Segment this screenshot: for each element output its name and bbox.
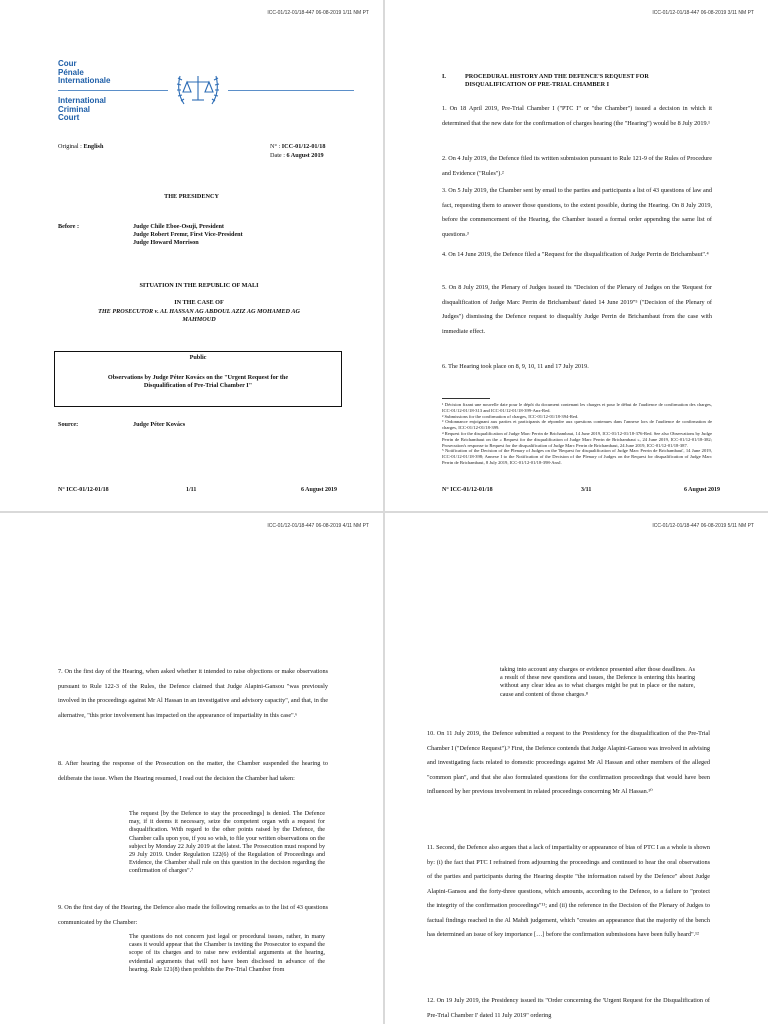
section-heading: PROCEDURAL HISTORY AND THE DEFENCE'S REQUEST FOR DISQUALIFICATION OF PRE-TRIAL CHAMBER I <box>465 73 649 89</box>
paragraph-8: 8. After hearing the response of the Prosecution on the matter, the Chamber suspended the hearing to deliberate the issue. When the Hearing resumed, I read out the decision the Chamber had taken: <box>58 760 328 782</box>
block-quote-continued: taking into account any charges or evidence presented after those deadlines. As a result of these new questions and issues, the Defence is entering this hearing without any clear idea as to what charges might be put in place or the nature, cause and content of those charges.⁸ <box>500 667 695 698</box>
chamber-title: THE PRESIDENCY <box>164 193 219 200</box>
before-label: Before : <box>58 223 80 230</box>
paragraph-11: 11. Second, the Defence also argues that a lack of impartiality or appearance of bias of PTC I as a whole is shown by: (i) the fact that PTC I refrained from adjourning the proceedings and continued to hear the oral observations of the parties and participants during the Hearing despite "the information raised by the Defence" about Judge Alapini-Gansou and the forty-three questions, which amounts, according to the Defence, to a failure to "protect the integrity of the confirmation proceedings"¹¹; and (ii) the reference in the Decision of the Plenary of Judges to factual findings reached in the Al Mahdi judgement, which "creates an appearance that the majority of the bench has determined an issue of key importance […] before the confirmation submissions have been fully heard".¹² <box>427 844 710 938</box>
case-heading: IN THE CASE OF <box>174 299 224 306</box>
paragraph-9: 9. On the first day of the Hearing, the Defence also made the following remarks as to the list of 43 questions communicated by the Chamber: <box>58 904 328 926</box>
section-number: I. <box>442 73 446 80</box>
case-name: THE PROSECUTOR v. AL HASSAN AG ABDOUL AZIZ AG MOHAMED AG MAHMOUD <box>98 308 300 324</box>
document-number: N° : ICC-01/12-01/18 <box>270 143 326 150</box>
document-page-1: ICC-01/12-01/18-447 06-08-2019 1/11 NM PT Cour Pénale Internationale International Criminal Court Original : English N° : ICC-01/12-01/18 Date : 6 August 2019 THE PRESIDENCY Before : Judge Chile Eboe-Osuji, President Judge Robert Fremr, First Vice-President Judge Howard Morrison SITUATION IN THE REPUBLIC OF MALI IN THE CASE OF THE PROSECUTOR v. AL HASSAN AG ABDOUL AZIZ AG MOHAMED AG MAHMOUD Public Observations by Judge Péter Kovács on the "Urgent Request for the Disqualification of Pre-Trial Chamber I" Source: Judge Péter Kovács N° ICC-01/12-01/18 1/11 6 August 2019 <box>0 0 383 511</box>
paragraph-6: 6. The Hearing took place on 8, 9, 10, 11 and 17 July 2019. <box>442 363 589 370</box>
logo-rule-right <box>228 90 354 91</box>
logo-rule-left <box>58 90 168 91</box>
footnotes: ¹ Décision fixant une nouvelle date pour le dépôt du document contenant les charges et pour le début de l'audience de confirmation des charges, ICC-01/12-01/18-313 and ICC-01/12-01/18-399-Anx-Red. ² Submissions for the confirmation of charges, ICC-01/12-01/18-394-Red. ³ Ordonnance enjoignant aux parties et participants de répondre aux questions contenues dans l'annexe lors de l'audience de confirmation de charges, ICC-01/12-01/18-399. ⁴ Request for the disqualification of Judge Marc Perrin de Brichambaut, 14 June 2019, ICC-01/12-01/18-376-Red. See also Observations by Judge Perrin de Brichambaut on the « Request for the disqualification of Judge Marc Perrin de Brichambaut », 24 June 2019, ICC-01/12-01/18-382; Prosecution's response to Request for the disqualification of Judge Marc Perrin de Brichambaut, 24 June 2019, ICC-01/12-01/18-387. ⁵ Notification of the Decision of the Plenary of Judges on the 'Request for disqualification of Judge Marc Perrin de Brichambaut', 14 June 2019, ICC-01/12-01/18-398; Annexe I to the Notification of the Decision of the Plenary of Judges on the Request for disqualification of Judge Marc Perrin de Brichambaut, 8 July 2019, ICC-01/12-01/18-398-AnxI. <box>442 402 712 465</box>
page-stamp: ICC-01/12-01/18-447 06-08-2019 3/11 NM PT <box>652 10 754 16</box>
source-label: Source: <box>58 421 79 428</box>
page-stamp: ICC-01/12-01/18-447 06-08-2019 1/11 NM PT <box>267 10 369 16</box>
paragraph-1: 1. On 18 April 2019, Pre-Trial Chamber I ("PTC I" or "the Chamber") issued a decision in which it determined that the new date for the confirmation of charges hearing (the "Hearing") would be 8 July 2019.¹ <box>442 105 712 127</box>
original-language: Original : English <box>58 143 104 150</box>
document-title: Observations by Judge Péter Kovács on the "Urgent Request for the Disqualification of Pre-Trial Chamber I" <box>107 374 289 390</box>
paragraph-12: 12. On 19 July 2019, the Presidency issued its "Order concerning the 'Urgent Request for the Disqualification of Pre-Trial Chamber I' dated 11 July 2019" ordering <box>427 997 710 1019</box>
icc-emblem-icon <box>172 66 224 110</box>
paragraph-5: 5. On 8 July 2019, the Plenary of Judges issued its "Decision of the Plenary of Judges on the 'Request for disqualification of Judge Marc Perrin de Brichambaut' dated 14 June 2019"⁵ ("Decision of the Plenary of Judges") dismissing the Defence request to disqualify Judge Perrin de Brichambaut from the case with immediate effect. <box>442 284 712 335</box>
logo-french-name: Cour Pénale Internationale <box>58 59 111 86</box>
paragraph-7: 7. On the first day of the Hearing, when asked whether it intended to raise objections or make observations pursuant to Rule 122-3 of the Rules, the Defence claimed that Judge Alapini-Gansou "was previously involved in the proceedings against Mr Al Hassan in an investigative and advisory capacity", and that, in the alternative, "this prior involvement has impacted on the appearance of impartiality in this case".⁶ <box>58 668 328 719</box>
classification-label: Public <box>189 354 207 361</box>
paragraph-3: 3. On 5 July 2019, the Chamber sent by email to the parties and participants a list of 43 questions of law and fact, requesting them to answer those questions, to the extent possible, during the Hearing. On 8 July 2019, before the commencement of the Hearing, the Chamber issued a formal order appending the same list of questions.³ <box>442 187 712 238</box>
judges-list: Judge Chile Eboe-Osuji, President Judge Robert Fremr, First Vice-President Judge Howard Morrison <box>133 223 243 247</box>
logo-english-name: International Criminal Court <box>58 96 107 123</box>
source-value: Judge Péter Kovács <box>133 421 186 428</box>
page-stamp: ICC-01/12-01/18-447 06-08-2019 4/11 NM PT <box>267 523 369 529</box>
paragraph-2: 2. On 4 July 2019, the Defence filed its written submission pursuant to Rule 121-9 of the Rules of Procedure and Evidence ("Rules").² <box>442 155 712 177</box>
document-page-5 <box>385 513 768 1024</box>
document-date: Date : 6 August 2019 <box>270 152 324 159</box>
document-page-4 <box>0 513 383 1024</box>
footnote-rule <box>442 398 490 399</box>
block-quote-defence: The questions do not concern just legal or procedural issues, rather, in many cases it would appear that the Chamber is inviting the Prosecutor to expand the scope of its charges and to raise new evidential arguments at the hearing, evidential arguments that will not have been disclosed in advance of the hearing. Rule 121(8) then prohibits the Pre-Trial Chamber from <box>129 934 325 973</box>
document-page-3: ICC-01/12-01/18-447 06-08-2019 3/11 NM PT I. PROCEDURAL HISTORY AND THE DEFENCE'S REQUEST FOR DISQUALIFICATION OF PRE-TRIAL CHAMBER I 1. On 18 April 2019, Pre-Trial Chamber I ("PTC I" or "the Chamber") issued a decision in which it determined that the new date for the confirmation of charges hearing (the "Hearing") would be 8 July 2019.¹ 2. On 4 July 2019, the Defence filed its written submission pursuant to Rule 121-9 of the Rules of Procedure and Evidence ("Rules").² 3. On 5 July 2019, the Chamber sent by email to the parties and participants a list of 43 questions of law and fact, requesting them to answer those questions, to the extent possible, during the Hearing. On 8 July 2019, before the commencement of the Hearing, the Chamber issued a formal order appending the same list of questions.³ 4. On 14 June 2019, the Defence filed a "Request for the disqualification of Judge Perrin de Brichambaut".⁴ 5. On 8 July 2019, the Plenary of Judges issued its "Decision of the Plenary of Judges on the 'Request for disqualification of Judge Marc Perrin de Brichambaut' dated 14 June 2019"⁵ ("Decision of the Plenary of Judges") dismissing the Defence request to disqualify Judge Perrin de Brichambaut from the case with immediate effect. 6. The Hearing took place on 8, 9, 10, 11 and 17 July 2019. ¹ Décision fixant une nouvelle date pour le dépôt du document contenant les charges et pour le début de l'audience de confirmation des charges, ICC-01/12-01/18-313 and ICC-01/12-01/18-399-Anx-Red. ² Submissions for the confirmation of charges, ICC-01/12-01/18-394-Red. ³ Ordonnance enjoignant aux parties et participants de répondre aux questions contenues dans l'annexe lors de l'audience de confirmation de charges, ICC-01/12-01/18-399. ⁴ Request for the disqualification of Judge Marc Perrin de Brichambaut, 14 June 2019, ICC-01/12-01/18-376-Red. See also Observations by Judge Perrin de Brichambaut on the « Request for the disqualification of Judge Marc Perrin de Brichambaut », 24 June 2019, ICC-01/12-01/18-382; Prosecution's response to Request for the disqualification of Judge Marc Perrin de Brichambaut, 24 June 2019, ICC-01/12-01/18-387. ⁵ Notification of the Decision of the Plenary of Judges on the 'Request for disqualification of Judge Marc Perrin de Brichambaut', 14 June 2019, ICC-01/12-01/18-398; Annexe I to the Notification of the Decision of the Plenary of Judges on the Request for disqualification of Judge Marc Perrin de Brichambaut, 8 July 2019, ICC-01/12-01/18-398-AnxI. N° ICC-01/12-01/18 3/11 6 August 2019 <box>385 0 768 511</box>
situation-title: SITUATION IN THE REPUBLIC OF MALI <box>139 282 259 289</box>
page-stamp: ICC-01/12-01/18-447 06-08-2019 5/11 NM PT <box>652 523 754 529</box>
classification-box <box>54 351 342 407</box>
block-quote-decision: The request [by the Defence to stay the proceedings] is denied. The Defence may, if it deems it necessary, seize the competent organ with a request for disqualification. With regard to the other points raised by the Defence, the Chamber calls upon you, if you so wish, to file your written observations on the subject by Monday 22 July 2019 at the latest. The Prosecution must respond by 29 July 2019. Under Regulation 122(6) of the Regulation of Proceedings and Evidence, the Chamber shall rule on this question in the decision regarding the confirmation of charges".⁷ <box>129 811 325 875</box>
paragraph-4: 4. On 14 June 2019, the Defence filed a "Request for the disqualification of Judge Perrin de Brichambaut".⁴ <box>442 251 709 258</box>
paragraph-10: 10. On 11 July 2019, the Defence submitted a request to the Presidency for the disqualification of the Pre-Trial Chamber I ("Defence Request").⁹ First, the Defence contends that Judge Alapini-Gansou was involved in advising and investigating facts related to domestic proceedings against Mr Al Hassan and other members of the alleged "common plan", and that she also formulated questions for the confirmation proceedings that would have been influenced by her previous involvement in related proceedings concerning Mr Al Hassan.¹⁰ <box>427 730 710 795</box>
